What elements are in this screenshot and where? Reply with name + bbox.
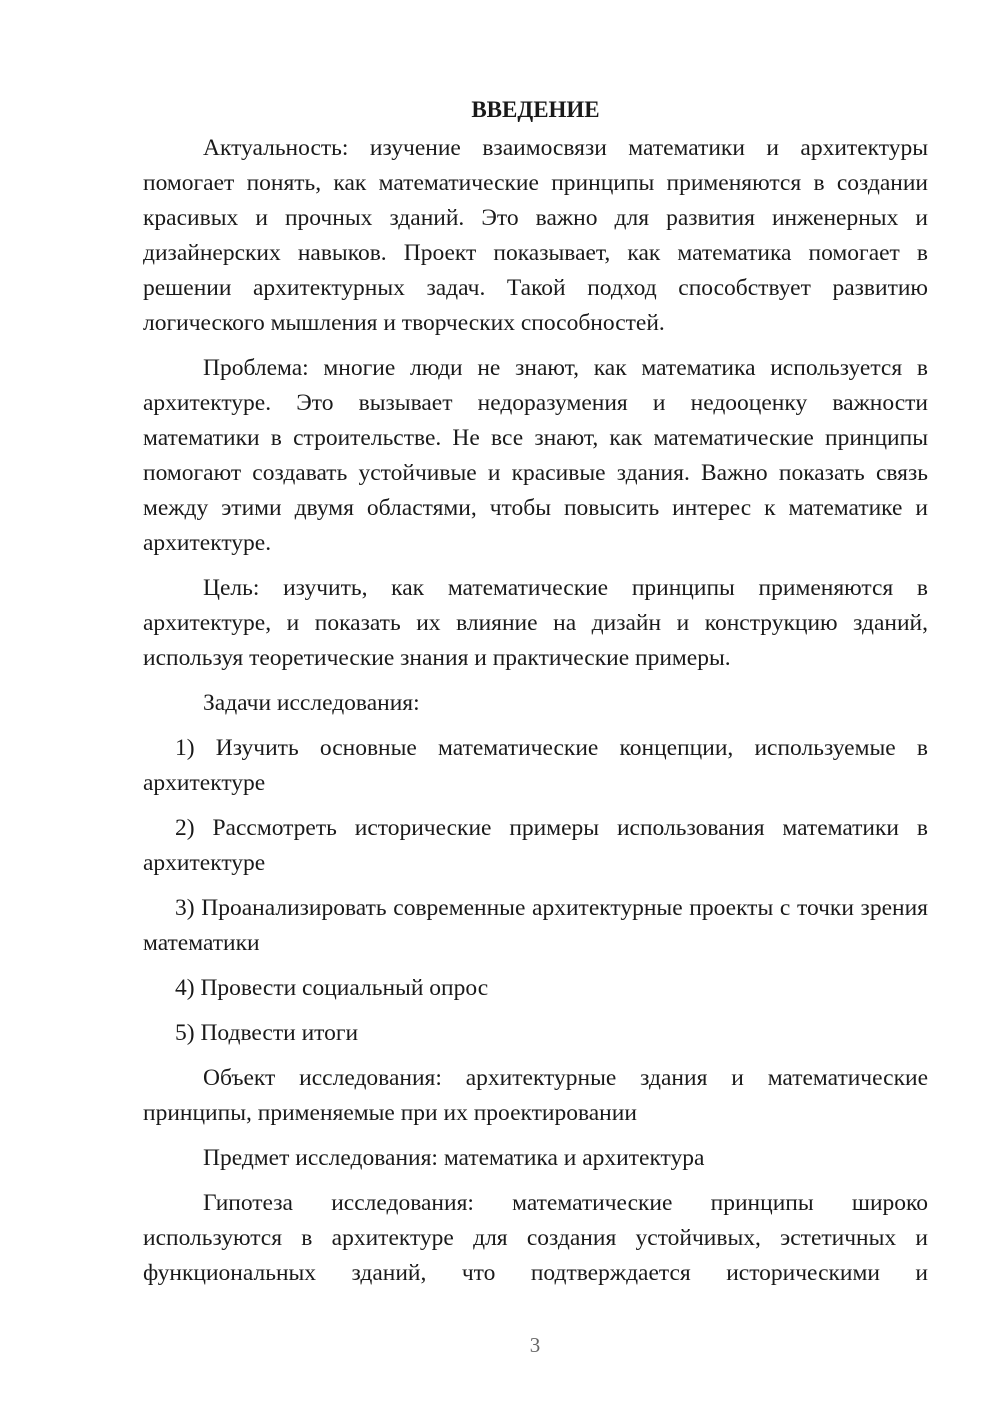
page-number: 3 xyxy=(529,1333,541,1357)
list-item: 3) Проанализировать современные архитектурные проекты с точки зрения математики xyxy=(143,895,928,956)
paragraph-subject: Предмет исследования: математика и архитектура xyxy=(203,1145,705,1171)
list-item: 5) Подвести итоги xyxy=(175,1020,359,1046)
paragraph-object: Объект исследования: архитектурные здания и математические принципы, применяемые при их проектировании xyxy=(143,1065,928,1126)
page-title: ВВЕДЕНИЕ xyxy=(471,97,600,122)
paragraph-problem: Проблема: многие люди не знают, как математика используется в архитектуре. Это вызывает недоразумения и недооценку важности математики в строительстве. Не все знают, как математические принципы помогают создавать устойчивые и красивые здания. Важно показать связь между этими двумя областями, чтобы повысить интерес к математике и архитектуре. xyxy=(143,355,928,556)
paragraph-tasks-heading: Задачи исследования: xyxy=(203,690,420,716)
paragraph-relevance: Актуальность: изучение взаимосвязи математики и архитектуры помогает понять, как математические принципы применяются в создании красивых и прочных зданий. Это важно для развития инженерных и дизайнерских навыков. Проект показывает, как математика помогает в решении архитектурных задач. Такой подход способствует развитию логического мышления и творческих способностей. xyxy=(143,135,928,336)
tasks-list xyxy=(143,731,928,1051)
list-item: 1) Изучить основные математические концепции, используемые в архитектуре xyxy=(143,735,928,796)
paragraph-goal: Цель: изучить, как математические принципы применяются в архитектуре, и показать их влияние на дизайн и конструкцию зданий, используя теоретические знания и практические примеры. xyxy=(143,575,928,671)
list-item: 2) Рассмотреть исторические примеры использования математики в архитектуре xyxy=(143,815,928,876)
page-content xyxy=(143,92,928,1301)
list-item: 4) Провести социальный опрос xyxy=(175,975,489,1001)
paragraph-hypothesis: Гипотеза исследования: математические принципы широко используются в архитектуре для создания устойчивых, эстетичных и функциональных зданий, что подтверждается историческими и xyxy=(143,1190,928,1286)
